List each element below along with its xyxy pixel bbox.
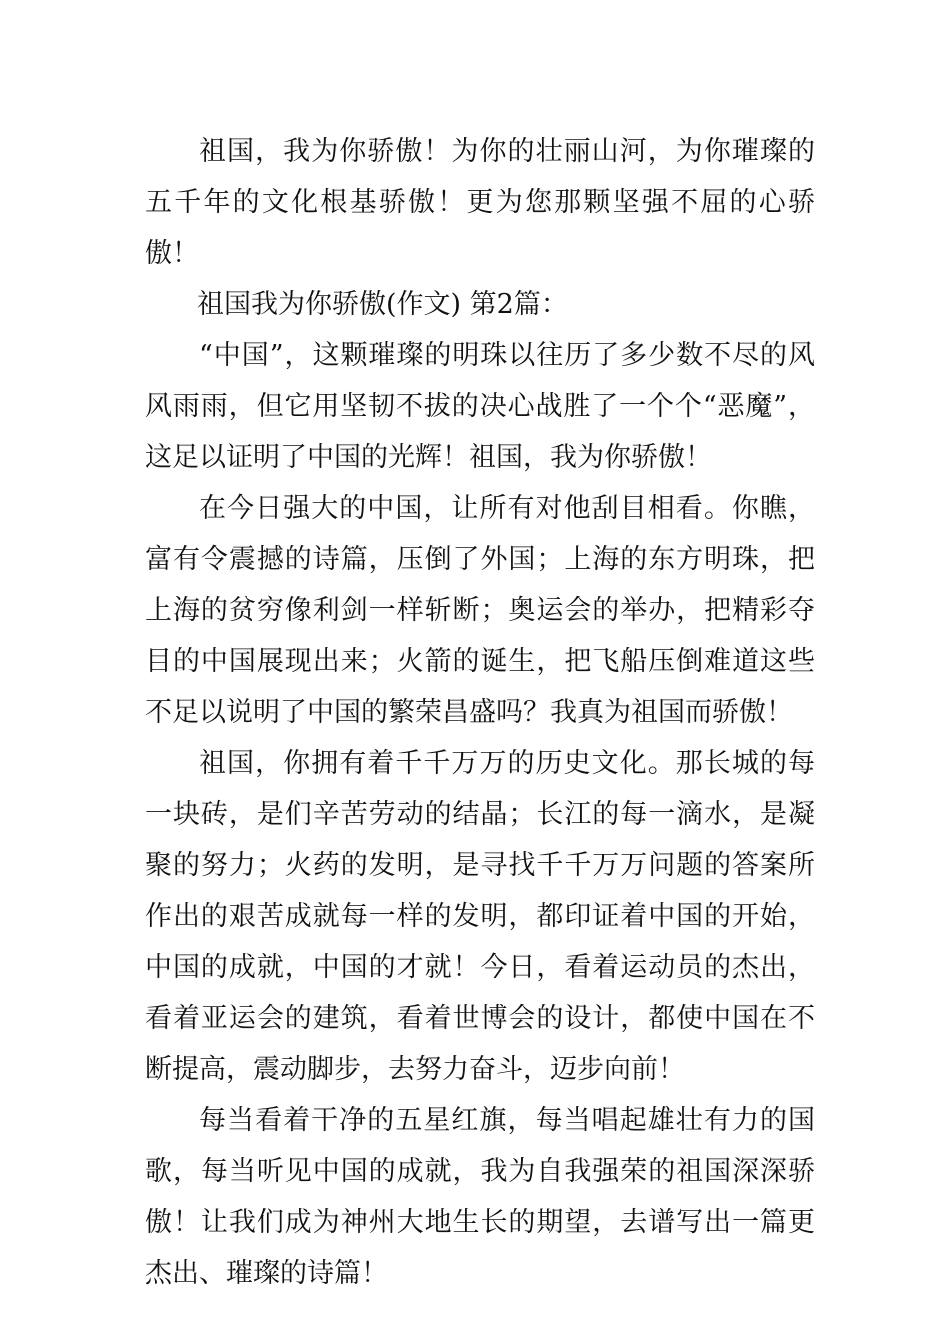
paragraph-5: 每当看着干净的五星红旗，每当唱起雄壮有力的国歌，每当听见中国的成就，我为自我强荣的祖国深深骄傲！让我们成为神州大地生长的期望，去谱写出一篇更杰出、璀璨的诗篇！: [145, 1105, 815, 1289]
paragraph-4: 祖国，你拥有着千千万万的历史文化。那长城的每一块砖，是们辛苦劳动的结晶；长江的每一滴水，是凝聚的努力；火药的发明，是寻找千千万万问题的答案所作出的艰苦成就每一样的发明，都印证着中国的开始，中国的成就，中国的才就！今日，看着运动员的杰出，看着亚运会的建筑，看着世博会的设计，都使中国在不断提高，震动脚步，去努力奋斗，迈步向前！: [145, 748, 815, 1085]
paragraph-3: 在今日强大的中国，让所有对他刮目相看。你瞧，富有令震撼的诗篇，压倒了外国；上海的东方明珠，把上海的贫穷像利剑一样斩断；奥运会的举办，把精彩夺目的中国展现出来；火箭的诞生，把飞船压倒难道这些不足以说明了中国的繁荣昌盛吗？我真为祖国而骄傲！: [145, 493, 815, 728]
paragraph-2: “中国”，这颗璀璨的明珠以往历了多少数不尽的风风雨雨，但它用坚韧不拔的决心战胜了一个个“恶魔”，这足以证明了中国的光辉！祖国，我为你骄傲！: [145, 340, 815, 473]
document-body: [145, 126, 815, 1299]
section-heading: 祖国我为你骄傲(作文) 第2篇：: [197, 289, 568, 320]
paragraph-1: 祖国，我为你骄傲！为你的壮丽山河，为你璀璨的五千年的文化根基骄傲！更为您那颗坚强不屈的心骄傲！: [145, 136, 815, 269]
